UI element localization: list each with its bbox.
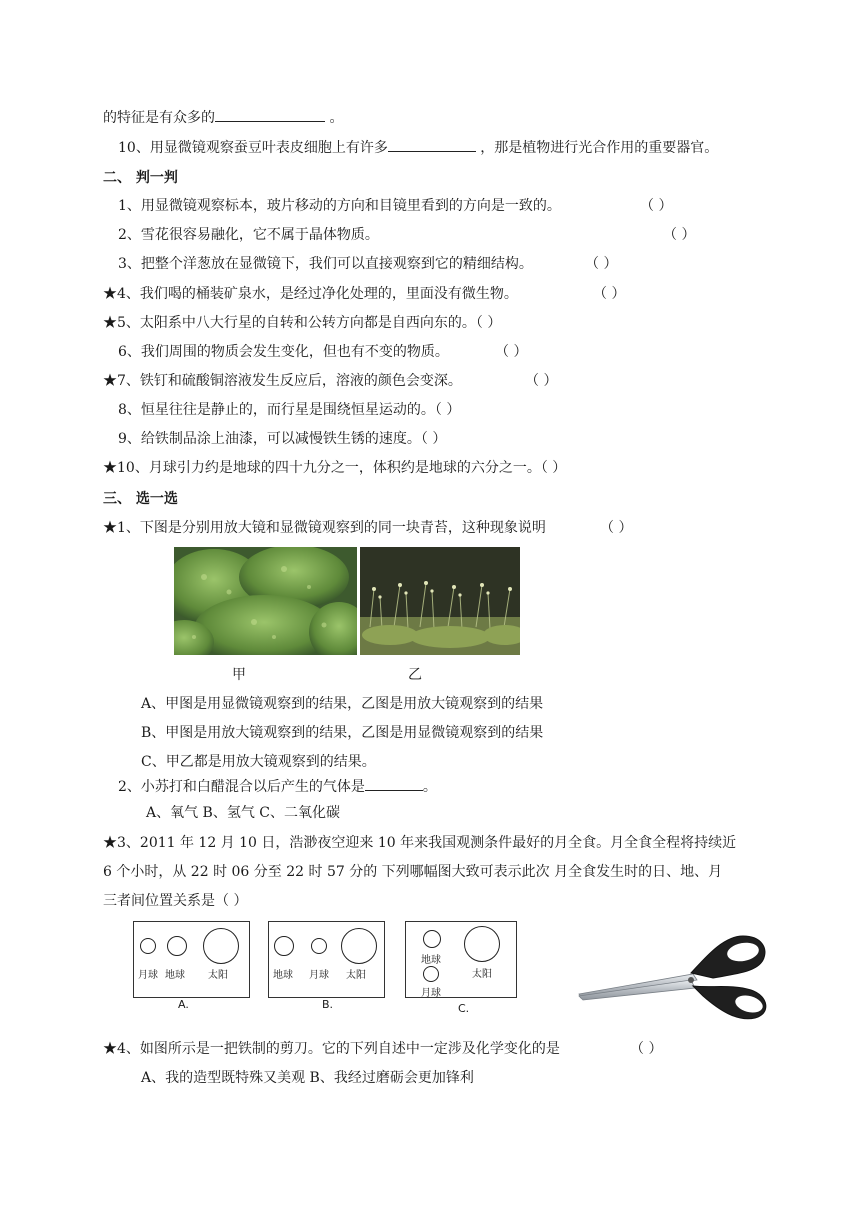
moon-circle bbox=[423, 966, 439, 982]
earth-circle bbox=[167, 936, 187, 956]
judge-item-8: 8、恒星往往是静止的，而行星是围绕恒星运动的。（ ） bbox=[118, 402, 461, 418]
question-text-end: ，那是植物进行光合作用的重要器官。 bbox=[475, 140, 719, 156]
answer-blank[interactable] bbox=[365, 776, 423, 791]
diagram-c[interactable] bbox=[405, 921, 517, 998]
question-text-end: 。 bbox=[422, 779, 437, 795]
answer-parens[interactable]: （ ） bbox=[663, 227, 696, 243]
choice-option-a[interactable]: A、甲图是用显微镜观察到的结果，乙图是用放大镜观察到的结果 bbox=[141, 696, 544, 712]
moon-circle bbox=[140, 938, 156, 954]
sun-label: 太阳 bbox=[346, 970, 366, 981]
judge-item-10: ★10、月球引力约是地球的四十九分之一，体积约是地球的六分之一。（ ） bbox=[103, 460, 567, 476]
scissors-image bbox=[573, 918, 773, 1030]
choice-question-2 bbox=[118, 776, 437, 797]
judge-item-9: 9、给铁制品涂上油漆，可以减慢铁生锈的速度。（ ） bbox=[118, 431, 447, 447]
judge-item-1: 1、用显微镜观察标本，玻片移动的方向和目镜里看到的方向是一致的。 bbox=[118, 198, 561, 214]
answer-blank[interactable] bbox=[388, 137, 476, 152]
question-text: 2、小苏打和白醋混合以后产生的气体是 bbox=[118, 779, 365, 795]
answer-parens[interactable]: （ ） bbox=[600, 520, 633, 536]
sun-circle bbox=[203, 928, 239, 964]
answer-parens[interactable]: （ ） bbox=[640, 198, 673, 214]
diagram-a[interactable] bbox=[133, 921, 250, 998]
choice-question-3-line1: ★3、2011 年 12 月 10 日，浩渺夜空迎来 10 年来我国观测条件最好的月全食。月全食全程将持续近 bbox=[103, 835, 737, 851]
moon-label: 月球 bbox=[138, 970, 158, 981]
sun-circle bbox=[464, 926, 500, 962]
answer-blank[interactable] bbox=[215, 107, 325, 122]
earth-label: 地球 bbox=[273, 970, 293, 981]
earth-circle bbox=[423, 930, 441, 948]
choice-4-options[interactable]: A、我的造型既特殊又美观 B、我经过磨砺会更加锋利 bbox=[141, 1070, 474, 1086]
diagram-b[interactable] bbox=[268, 921, 385, 998]
choice-question-3-line2: 6 个小时，从 22 时 06 分至 22 时 57 分的 下列哪幅图大致可表示此次 月全食发生时的日、地、月 bbox=[103, 864, 723, 880]
answer-parens[interactable]: （ ） bbox=[630, 1041, 663, 1057]
earth-circle bbox=[274, 936, 294, 956]
question-text: 的特征是有众多的 bbox=[103, 110, 215, 126]
judge-item-5: ★5、太阳系中八大行星的自转和公转方向都是自西向东的。（ ） bbox=[103, 315, 502, 331]
diagram-b-caption: B. bbox=[322, 998, 334, 1011]
photo-caption-jia: 甲 bbox=[232, 667, 246, 683]
choice-question-1: ★1、下图是分别用放大镜和显微镜观察到的同一块青苔，这种现象说明 bbox=[103, 520, 546, 536]
fill-question-10 bbox=[118, 137, 718, 158]
moon-circle bbox=[311, 938, 327, 954]
earth-label: 地球 bbox=[421, 955, 441, 966]
choice-option-c[interactable]: C、甲乙都是用放大镜观察到的结果。 bbox=[141, 754, 376, 770]
moon-label: 月球 bbox=[421, 988, 441, 999]
question-text: 10、用显微镜观察蚕豆叶表皮细胞上有许多 bbox=[118, 140, 388, 156]
question-text-end: 。 bbox=[325, 110, 344, 126]
answer-parens[interactable]: （ ） bbox=[585, 256, 618, 272]
answer-parens[interactable]: （ ） bbox=[593, 286, 626, 302]
section-heading-choose: 三、 选一选 bbox=[103, 491, 178, 507]
earth-label: 地球 bbox=[165, 970, 185, 981]
moss-magnifier-photo bbox=[174, 547, 357, 655]
section-heading-judge: 二、 判一判 bbox=[103, 170, 178, 186]
judge-item-4: ★4、我们喝的桶装矿泉水，是经过净化处理的，里面没有微生物。 bbox=[103, 286, 518, 302]
moon-label: 月球 bbox=[309, 970, 329, 981]
choice-question-3-line3: 三者间位置关系是（ ） bbox=[103, 893, 248, 909]
sun-label: 太阳 bbox=[208, 970, 228, 981]
sun-circle bbox=[341, 928, 377, 964]
sun-label: 太阳 bbox=[472, 969, 492, 980]
judge-item-6: 6、我们周围的物质会发生变化，但也有不变的物质。 bbox=[118, 344, 449, 360]
photo-caption-yi: 乙 bbox=[408, 667, 422, 683]
judge-item-2: 2、雪花很容易融化，它不属于晶体物质。 bbox=[118, 227, 379, 243]
answer-parens[interactable]: （ ） bbox=[525, 373, 558, 389]
diagram-a-caption: A. bbox=[178, 998, 189, 1011]
choice-option-b[interactable]: B、甲图是用放大镜观察到的结果，乙图是用显微镜观察到的结果 bbox=[141, 725, 544, 741]
diagram-c-caption: C. bbox=[458, 1002, 470, 1015]
judge-item-3: 3、把整个洋葱放在显微镜下，我们可以直接观察到它的精细结构。 bbox=[118, 256, 533, 272]
choice-question-4: ★4、如图所示是一把铁制的剪刀。它的下列自述中一定涉及化学变化的是 bbox=[103, 1041, 560, 1057]
answer-parens[interactable]: （ ） bbox=[495, 344, 528, 360]
moss-microscope-photo bbox=[360, 547, 520, 655]
judge-item-7: ★7、铁钉和硫酸铜溶液发生反应后，溶液的颜色会变深。 bbox=[103, 373, 462, 389]
choice-2-options[interactable]: A、氧气 B、氢气 C、二氧化碳 bbox=[146, 805, 341, 821]
fill-line-features bbox=[103, 107, 343, 128]
